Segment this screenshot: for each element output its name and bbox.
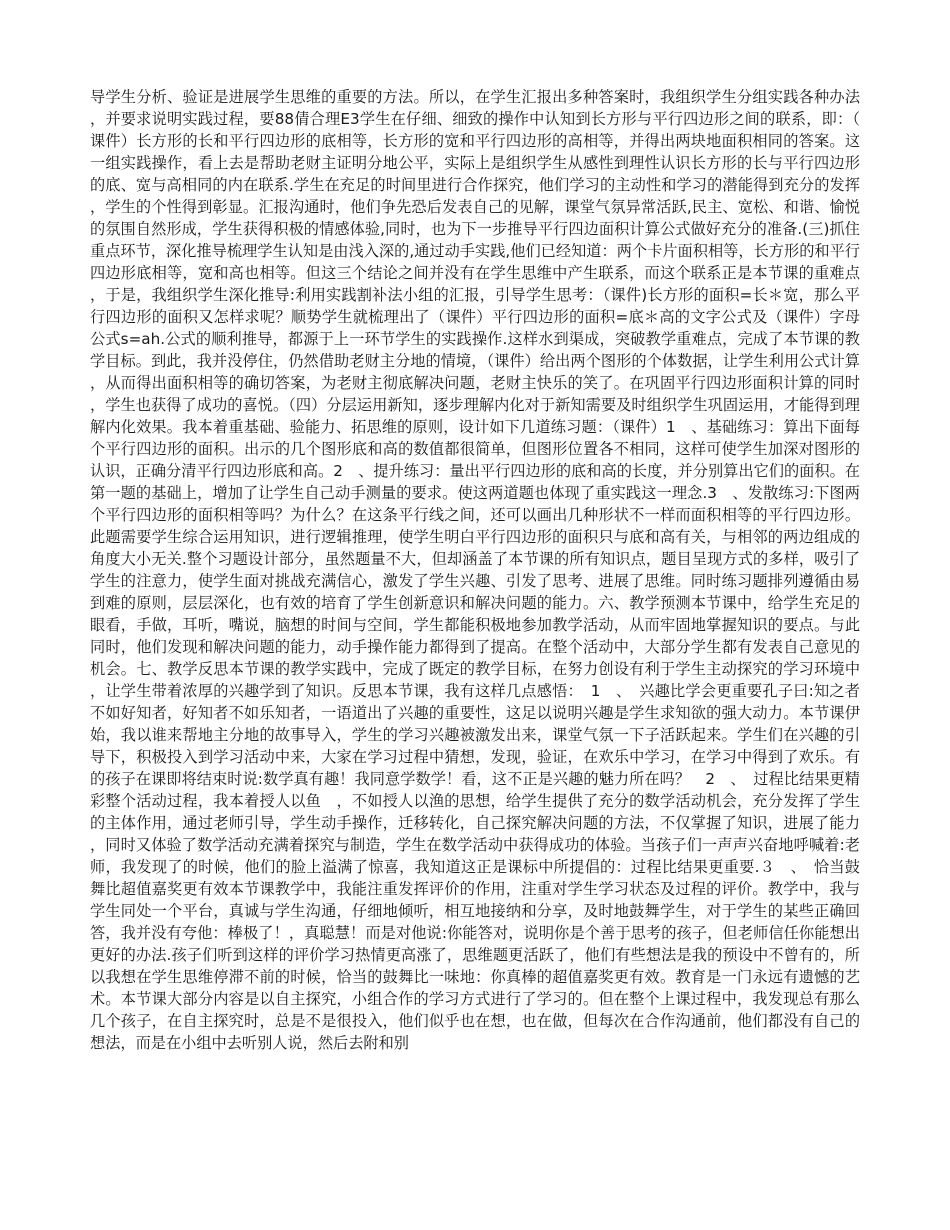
document-page bbox=[90, 86, 860, 1166]
body-paragraph: 导学生分析、验证是进展学生思维的重要的方法。所以，在学生汇报出多种答案时，我组织学生分组实践各种办法，并要求说明实践过程，要88倩合理E3学生在仔细、细致的操作中认知到长方形与平行四边形之间的联系，即：（课件）长方形的长和平行四边形的底相等，长方形的宽和平行四边形的高相等，并得出两块地面积相同的答案。这一组实践操作，看上去是帮助老财主证明分地公平，实际上是组织学生从感性到理性认识长方形的长与平行四边形的底、宽与高相同的内在联系.学生在充足的时间里进行合作探究，他们学习的主动性和学习的潜能得到充分的发挥，学生的个性得到彰显。汇报沟通时，他们争先恐后发表自己的见解，课堂气氛异常活跃,民主、宽松、和谐、愉悦的氛围自然形成，学生获得积极的情感体验,同时，也为下一步推导平行四边面积计算公式做好充分的准备.(三)抓住重点环节，深化推导梳理学生认知是由浅入深的,通过动手实践,他们已经知道：两个卡片面积相等，长方形的和平行四边形底相等，宽和高也相等。但这三个结论之间并没有在学生思维中产生联系，而这个联系正是本节课的重难点，于是，我组织学生深化推导:利用实践割补法小组的汇报，引导学生思考：（课件)长方形的面积=长＊宽，那么平行四边形的面积又怎样求呢？顺势学生就梳理出了（课件）平行四边形的面积=底＊高的文字公式及（课件）字母公式s=ah.公式的顺利推导，都源于上一环节学生的实践操作.这样水到渠成，突破教学重难点，完成了本节课的教学目标。到此，我并没停住，仍然借助老财主分地的情境，（课件）给出两个图形的个体数据，让学生利用公式计算，从而得出面积相等的确切答案，为老财主彻底解决问题，老财主快乐的笑了。在巩固平行四边形面积计算的同时，学生也获得了成功的喜悦。（四）分层运用新知，逐步理解内化对于新知需要及时组织学生巩固运用，才能得到理解内化效果。我本着重基础、验能力、拓思维的原则，设计如下几道练习题：（课件）1 、基础练习：算出下面每个平行四边形的面积。出示的几个图形底和高的数值都很简单，但图形位置各不相同，这样可使学生加深对图形的认识，正确分清平行四边形底和高。2 、提升练习：量出平行四边形的底和高的长度，并分别算出它们的面积。在第一题的基础上，增加了让学生自己动手测量的要求。使这两道题也体现了重实践这一理念.3 、发散练习:下图两个平行四边形的面积相等吗？为什么？在这条平行线之间，还可以画出几种形状不一样而面积相等的平行四边形。此题需要学生综合运用知识，进行逻辑推理，使学生明白平行四边形的面积只与底和高有关，与相邻的两边组成的角度大小无关.整个习题设计部分，虽然题量不大，但却涵盖了本节课的所有知识点，题目呈现方式的多样，吸引了学生的注意力，使学生面对挑战充满信心，激发了学生兴趣、引发了思考、进展了思维。同时练习题排列遵循由易到难的原则，层层深化，也有效的培育了学生创新意识和解决问题的能力。六、教学预测本节课中，给学生充足的眼看，手做，耳听，嘴说，脑想的时间与空间，学生都能积极地参加教学活动，从而牢固地掌握知识的要点。与此同时，他们发现和解决问题的能力，动手操作能力都得到了提高。在整个活动中，大部分学生都有发表自己意见的机会。七、教学反思本节课的教学实践中，完成了既定的教学目标，在努力创设有利于学生主动探究的学习环境中，让学生带着浓厚的兴趣学到了知识。反思本节课，我有这样几点感悟： 1 、 兴趣比学会更重要孔子曰:知之者不如好知者，好知者不如乐知者，一语道出了兴趣的重要性，这足以说明兴趣是学生求知欲的强大动力。本节课伊始，我以谁来帮地主分地的故事导入，学生的学习兴趣被激发出来，课堂气氛一下子活跃起来。学生们在兴趣的引导下，积极投入到学习活动中来，大家在学习过程中猜想，发现，验证，在欢乐中学习，在学习中得到了欢乐。有的孩子在课即将结束时说:数学真有趣！我同意学数学！看，这不正是兴趣的魅力所在吗？ 2 、 过程比结果更精彩整个活动过程，我本着授人以鱼 ，不如授人以渔的思想，给学生提供了充分的数学活动机会，充分发挥了学生的主体作用，通过老师引导，学生动手操作，迁移转化，自己探究解决问题的方法，不仅掌握了知识，进展了能力，同时又体验了数学活动充满着探究与制造，学生在数学活动中获得成功的体验。当孩子们一声声兴奋地呼喊着:老师，我发现了的时候，他们的脸上溢满了惊喜，我知道这正是课标中所提倡的：过程比结果更重要.３ 、 恰当鼓舞比超值嘉奖更有效本节课教学中，我能注重发挥评价的作用，注重对学生学习状态及过程的评价。教学中，我与学生同处一个平台，真诚与学生沟通，仔细地倾听，相互地接纳和分享，及时地鼓舞学生，对于学生的某些正确回答，我并没有夸他：棒极了！，真聪慧！而是对他说:你能答对，说明你是个善于思考的孩子，但老师信任你能想出更好的办法.孩子们听到这样的评价学习热情更高涨了，思维题更活跃了，他们有些想法是我的预设中不曾有的，所以我想在学生思维停滞不前的时候，恰当的鼓舞比一味地：你真棒的超值嘉奖更有效。教育是一门永远有遗憾的艺术。本节课大部分内容是以自主探究，小组合作的学习方式进行了学习的。但在整个上课过程中，我发现总有那么几个孩子，在自主探究时，总是不是很投入，他们似乎也在想，也在做，但每次在合作沟通前，他们都没有自己的想法，而是在小组中去听别人说，然后去附和别 bbox=[90, 88, 860, 1052]
